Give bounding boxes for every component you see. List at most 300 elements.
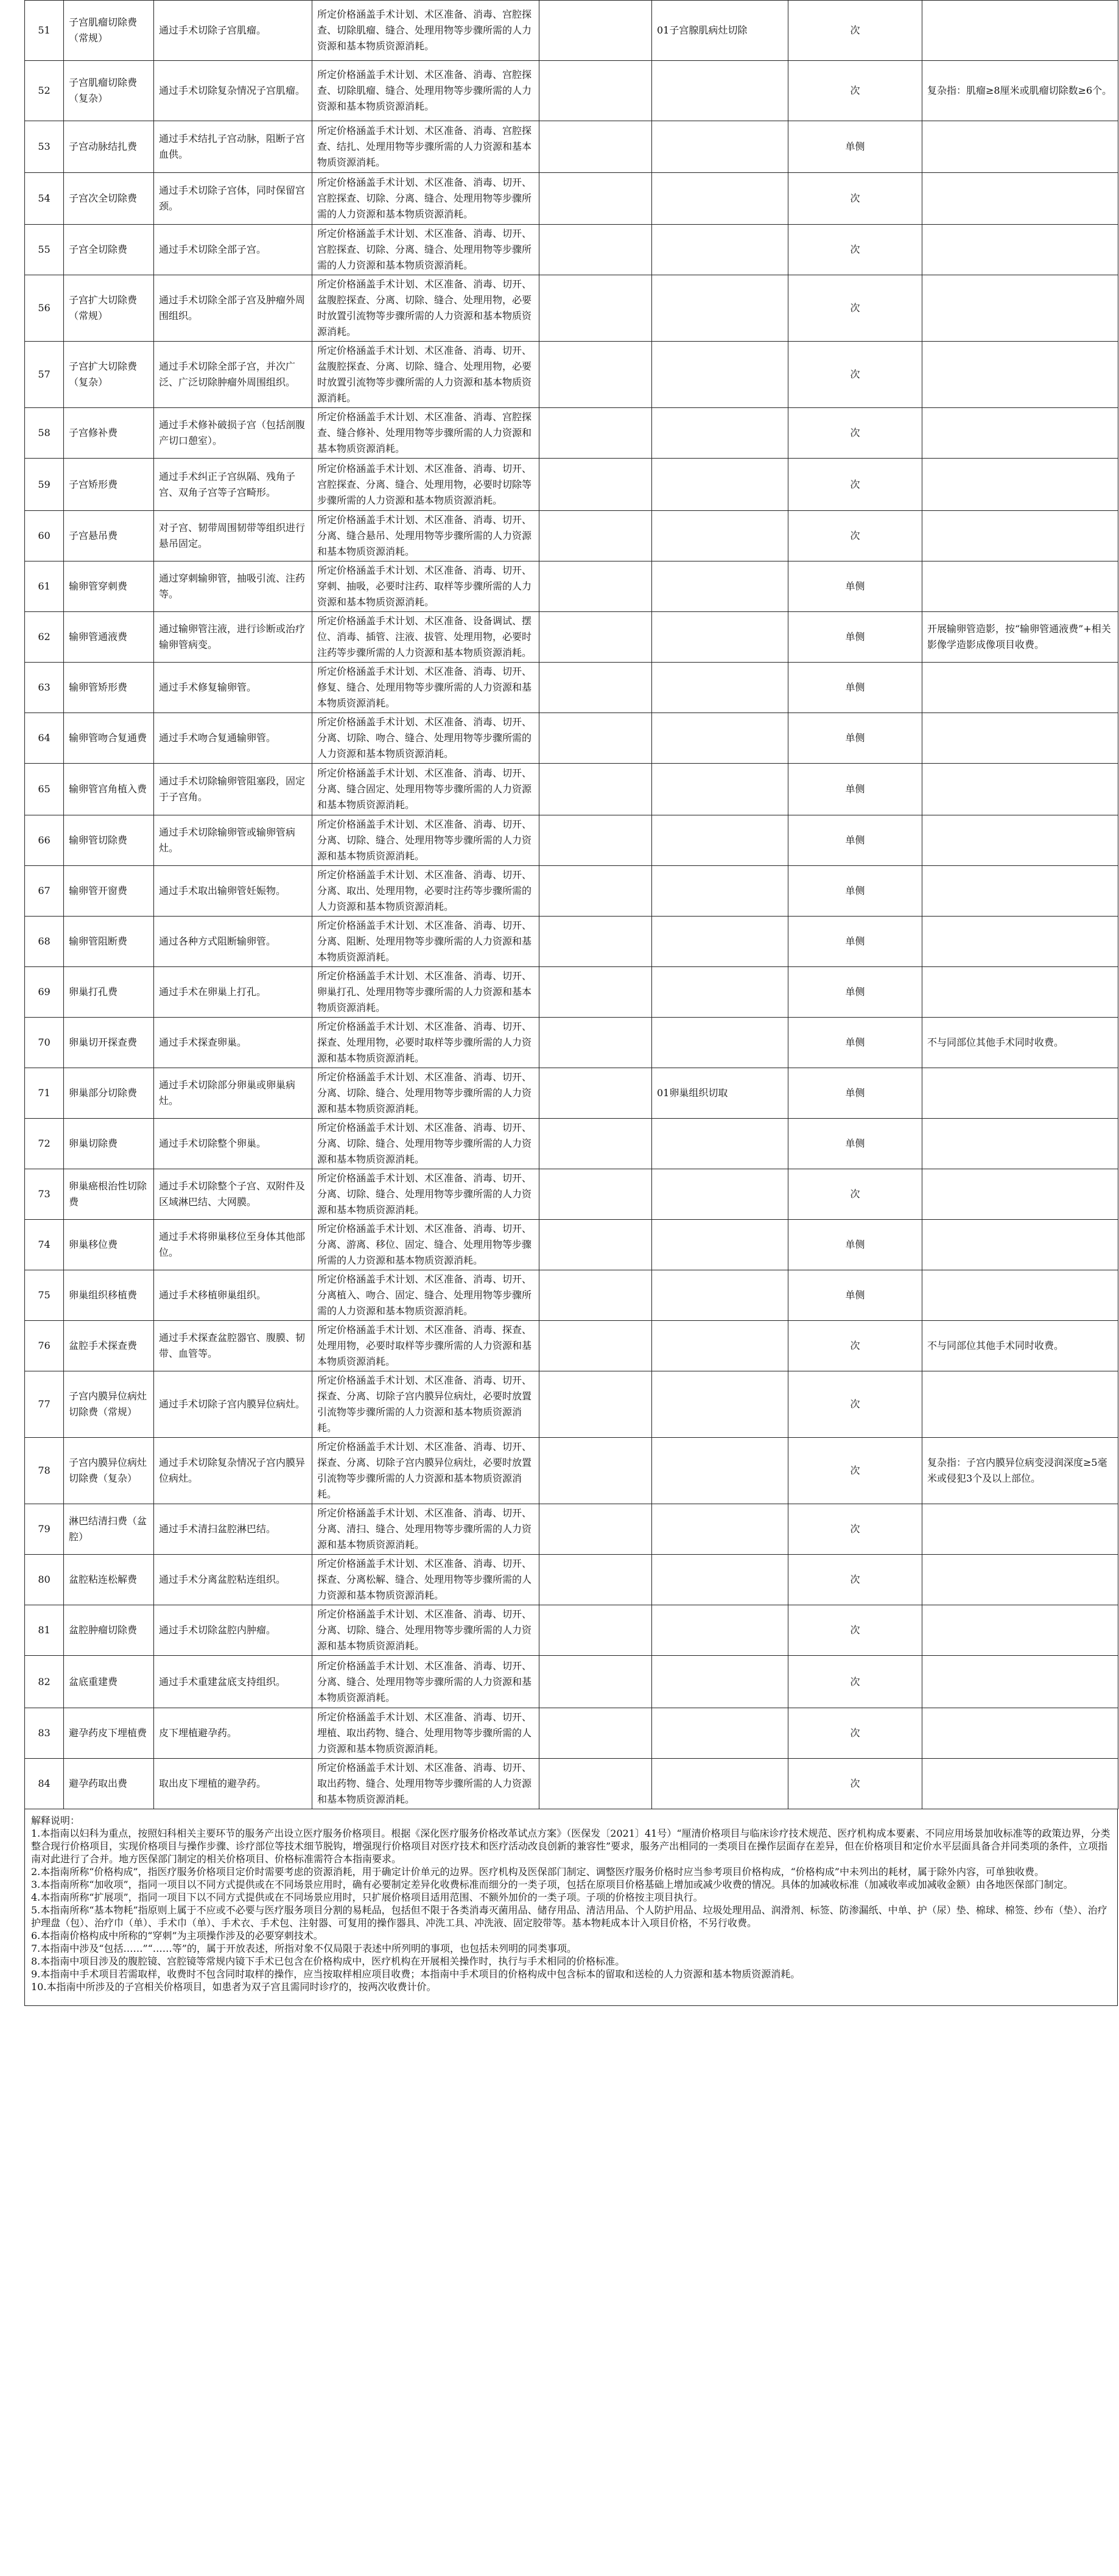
pricing-unit-cell: 次 — [788, 1555, 922, 1605]
service-content-cell: 通过手术切除子宫内膜异位病灶。 — [154, 1371, 312, 1438]
pricing-unit-cell: 单侧 — [788, 1119, 922, 1169]
item-name-cell: 子宫肌瘤切除费（常规） — [64, 1, 154, 61]
service-content-cell: 通过输卵管注液，进行诊断或治疗输卵管病变。 — [154, 612, 312, 663]
remark-cell — [922, 1068, 1118, 1119]
remark-cell — [922, 275, 1118, 342]
pricing-unit-cell: 单侧 — [788, 1270, 922, 1321]
item-number-cell: 78 — [25, 1438, 64, 1504]
remark-cell — [922, 1708, 1118, 1759]
remark-cell — [922, 1119, 1118, 1169]
item-name-cell: 输卵管宫角植入费 — [64, 764, 154, 815]
item-name-cell: 子宫次全切除费 — [64, 173, 154, 225]
remark-cell: 复杂指：子宫内膜异位病变浸润深度≥5毫米或侵犯3个及以上部位。 — [922, 1438, 1118, 1504]
extension-item-cell — [652, 408, 788, 459]
item-number-cell: 59 — [25, 459, 64, 511]
table-row — [25, 866, 1118, 917]
item-name-cell: 子宫扩大切除费（复杂） — [64, 342, 154, 408]
price-composition-cell: 所定价格涵盖手术计划、术区准备、消毒、切开、埋植、取出药物、缝合、处理用物等步骤所需的人力资源和基本物质资源消耗。 — [312, 1708, 539, 1759]
remark-cell — [922, 1169, 1118, 1220]
item-number-cell: 70 — [25, 1018, 64, 1068]
note-item: 1.本指南以妇科为重点，按照妇科相关主要环节的服务产出设立医疗服务价格项目。根据《深化医疗服务价格改革试点方案》（医保发〔2021〕41号）“厘清价格项目与临床诊疗技术规范、医疗机构成本要素、不同应用场景加收标准等的政策边界，分类整合现行价格项目，实现价格项目与操作步骤、诊疗部位等技术细节脱钩，增强现行价格项目对医疗技术和医疗活动改良创新的兼容性”要求，服务产出相同的一类项目在操作层面存在差异，但在价格项目和定价水平层面具备合并同类项的条件，立项指南对此进行了合并。地方医保部门制定的相关价格项目、价格标准需符合本指南要求。 — [31, 1828, 1110, 1865]
price-composition-cell: 所定价格涵盖手术计划、术区准备、消毒、切开、分离、切除、缝合、处理用物等步骤所需的人力资源和基本物质资源消耗。 — [312, 815, 539, 866]
service-content-cell: 通过手术切除全部子宫，并次广泛、广泛切除肿瘤外周围组织。 — [154, 342, 312, 408]
item-name-cell: 子宫动脉结扎费 — [64, 121, 154, 173]
remark-cell — [922, 917, 1118, 967]
table-row — [25, 1708, 1118, 1759]
extension-item-cell — [652, 1504, 788, 1555]
pricing-unit-cell: 单侧 — [788, 663, 922, 713]
note-item: 8.本指南中项目涉及的腹腔镜、宫腔镜等常规内镜下手术已包含在价格构成中，医疗机构在开展相关操作时，执行与手术相同的价格标准。 — [31, 1955, 625, 1967]
note-item: 5.本指南所称“基本物耗”指原则上属于不应或不必要与医疗服务项目分割的易耗品，包括但不限于各类消毒灭菌用品、储存用品、清洁用品、个人防护用品、垃圾处理用品、润滑剂、标签、防渗漏纸、中单、护（尿）垫、棉球、棉签、纱布（垫）、治疗护理盘（包）、治疗巾（单）、手术巾（单）、手术衣、手术包、注射器、可复用的操作器具、冲洗工具、冲洗液、固定胶带等。基本物耗成本计入项目价格，不另行收费。 — [31, 1904, 1107, 1929]
extension-item-cell — [652, 1169, 788, 1220]
extension-item-cell: 01卵巢组织切取 — [652, 1068, 788, 1119]
service-content-cell: 通过手术切除子宫体，同时保留宫颈。 — [154, 173, 312, 225]
pricing-unit-cell: 次 — [788, 511, 922, 561]
price-composition-cell: 所定价格涵盖手术计划、术区准备、消毒、切开、宫腔探查、切除、分离、缝合、处理用物等步骤所需的人力资源和基本物质资源消耗。 — [312, 173, 539, 225]
price-composition-cell: 所定价格涵盖手术计划、术区准备、消毒、切开、探查、分离、切除子宫内膜异位病灶，必要时放置引流物等步骤所需的人力资源和基本物质资源消耗。 — [312, 1438, 539, 1504]
notes-list — [31, 1827, 1111, 1993]
service-content-cell: 通过手术纠正子宫纵隔、残角子宫、双角子宫等子宫畸形。 — [154, 459, 312, 511]
item-number-cell: 69 — [25, 967, 64, 1018]
extension-item-cell — [652, 1371, 788, 1438]
table-body — [25, 1, 1118, 1809]
excluded-content-cell — [539, 408, 652, 459]
table-row — [25, 1555, 1118, 1605]
service-content-cell: 通过手术切除部分卵巢或卵巢病灶。 — [154, 1068, 312, 1119]
service-content-cell: 对子宫、韧带周围韧带等组织进行悬吊固定。 — [154, 511, 312, 561]
table-row — [25, 173, 1118, 225]
table-row — [25, 663, 1118, 713]
item-name-cell: 子宫矫形费 — [64, 459, 154, 511]
price-composition-cell: 所定价格涵盖手术计划、术区准备、消毒、切开、分离、游离、移位、固定、缝合、处理用物等步骤所需的人力资源和基本物质资源消耗。 — [312, 1220, 539, 1270]
item-number-cell: 83 — [25, 1708, 64, 1759]
service-content-cell: 通过手术将卵巢移位至身体其他部位。 — [154, 1220, 312, 1270]
service-content-cell: 皮下埋植避孕药。 — [154, 1708, 312, 1759]
item-number-cell: 63 — [25, 663, 64, 713]
remark-cell — [922, 764, 1118, 815]
price-composition-cell: 所定价格涵盖手术计划、术区准备、消毒、切开、分离、缝合、处理用物等步骤所需的人力资源和基本物质资源消耗。 — [312, 1656, 539, 1708]
service-content-cell: 通过手术结扎子宫动脉，阻断子宫血供。 — [154, 121, 312, 173]
price-composition-cell: 所定价格涵盖手术计划、术区准备、消毒、切开、探查、分离松解、缝合、处理用物等步骤所需的人力资源和基本物质资源消耗。 — [312, 1555, 539, 1605]
item-number-cell: 52 — [25, 61, 64, 121]
remark-cell — [922, 225, 1118, 275]
extension-item-cell — [652, 275, 788, 342]
remark-cell — [922, 1220, 1118, 1270]
price-composition-cell: 所定价格涵盖手术计划、术区准备、消毒、切开、分离、切除、缝合、处理用物等步骤所需的人力资源和基本物质资源消耗。 — [312, 1169, 539, 1220]
pricing-unit-cell: 单侧 — [788, 1220, 922, 1270]
service-content-cell: 通过手术切除整个卵巢。 — [154, 1119, 312, 1169]
pricing-unit-cell: 单侧 — [788, 612, 922, 663]
price-composition-cell: 所定价格涵盖手术计划、术区准备、消毒、切开、分离、取出、处理用物，必要时注药等步骤所需的人力资源和基本物质资源消耗。 — [312, 866, 539, 917]
price-composition-cell: 所定价格涵盖手术计划、术区准备、消毒、切开、宫腔探查、切除、分离、缝合、处理用物等步骤所需的人力资源和基本物质资源消耗。 — [312, 225, 539, 275]
pricing-unit-cell: 单侧 — [788, 1018, 922, 1068]
table-row — [25, 1371, 1118, 1438]
table-row — [25, 967, 1118, 1018]
table-row — [25, 612, 1118, 663]
excluded-content-cell — [539, 1169, 652, 1220]
table-row — [25, 121, 1118, 173]
note-item: 9.本指南中手术项目若需取样，收费时不包含同时取样的操作，应当按取样相应项目收费；本指南中手术项目的价格构成中包含标本的留取和送检的人力资源和基本物质资源消耗。 — [31, 1968, 801, 1980]
note-item: 7.本指南中涉及“包括……”“……等”的，属于开放表述，所指对象不仅局限于表述中所列明的事项，也包括未列明的同类事项。 — [31, 1943, 577, 1954]
table-row — [25, 1656, 1118, 1708]
item-number-cell: 73 — [25, 1169, 64, 1220]
service-content-cell: 通过手术取出输卵管妊娠物。 — [154, 866, 312, 917]
item-name-cell: 卵巢部分切除费 — [64, 1068, 154, 1119]
price-composition-cell: 所定价格涵盖手术计划、术区准备、消毒、切开、取出药物、缝合、处理用物等步骤所需的人力资源和基本物质资源消耗。 — [312, 1759, 539, 1809]
excluded-content-cell — [539, 1270, 652, 1321]
pricing-unit-cell: 次 — [788, 1656, 922, 1708]
item-number-cell: 61 — [25, 561, 64, 612]
extension-item-cell — [652, 1321, 788, 1371]
item-name-cell: 卵巢移位费 — [64, 1220, 154, 1270]
extension-item-cell: 01子宫腺肌病灶切除 — [652, 1, 788, 61]
note-item: 2.本指南所称“价格构成”，指医疗服务价格项目定价时需要考虑的资源消耗，用于确定计价单元的边界。医疗机构及医保部门制定、调整医疗服务价格时应当参考项目价格构成，“价格构成”中未列出的耗材，属于除外内容，可单独收费。 — [31, 1866, 1044, 1877]
service-content-cell: 通过各种方式阻断输卵管。 — [154, 917, 312, 967]
note-item: 10.本指南中所涉及的子宫相关价格项目，如患者为双子宫且需同时诊疗的，按两次收费计价。 — [31, 1981, 437, 1993]
remark-cell — [922, 1555, 1118, 1605]
item-name-cell: 子宫扩大切除费（常规） — [64, 275, 154, 342]
pricing-unit-cell: 单侧 — [788, 967, 922, 1018]
price-composition-cell: 所定价格涵盖手术计划、术区准备、消毒、切开、穿刺、抽吸，必要时注药、取样等步骤所需的人力资源和基本物质资源消耗。 — [312, 561, 539, 612]
excluded-content-cell — [539, 917, 652, 967]
remark-cell — [922, 1605, 1118, 1656]
item-number-cell: 66 — [25, 815, 64, 866]
extension-item-cell — [652, 1555, 788, 1605]
table-row — [25, 1, 1118, 61]
item-name-cell: 子宫肌瘤切除费（复杂） — [64, 61, 154, 121]
pricing-unit-cell: 次 — [788, 1504, 922, 1555]
item-number-cell: 71 — [25, 1068, 64, 1119]
extension-item-cell — [652, 342, 788, 408]
table-row — [25, 1270, 1118, 1321]
table-row — [25, 1018, 1118, 1068]
item-name-cell: 输卵管矫形费 — [64, 663, 154, 713]
pricing-unit-cell: 单侧 — [788, 866, 922, 917]
pricing-unit-cell: 次 — [788, 173, 922, 225]
price-composition-cell: 所定价格涵盖手术计划、术区准备、消毒、切开、分离、切除、缝合、处理用物等步骤所需的人力资源和基本物质资源消耗。 — [312, 1119, 539, 1169]
price-composition-cell: 所定价格涵盖手术计划、术区准备、消毒、切开、分离、切除、缝合、处理用物等步骤所需的人力资源和基本物质资源消耗。 — [312, 1068, 539, 1119]
item-number-cell: 57 — [25, 342, 64, 408]
item-name-cell: 输卵管阻断费 — [64, 917, 154, 967]
extension-item-cell — [652, 459, 788, 511]
item-number-cell: 65 — [25, 764, 64, 815]
excluded-content-cell — [539, 1438, 652, 1504]
remark-cell — [922, 459, 1118, 511]
item-name-cell: 卵巢癌根治性切除费 — [64, 1169, 154, 1220]
item-name-cell: 卵巢切开探查费 — [64, 1018, 154, 1068]
pricing-unit-cell: 次 — [788, 1759, 922, 1809]
excluded-content-cell — [539, 173, 652, 225]
remark-cell — [922, 561, 1118, 612]
excluded-content-cell — [539, 61, 652, 121]
note-item: 3.本指南所称“加收项”，指同一项目以不同方式提供或在不同场景应用时，确有必要制定差异化收费标准而细分的一类子项，包括在原项目价格基础上增加或减少收费的情况。具体的加减收标准（加减收率或加减收金额）由各地医保部门制定。 — [31, 1879, 1073, 1890]
pricing-unit-cell: 单侧 — [788, 917, 922, 967]
item-name-cell: 盆腔手术探查费 — [64, 1321, 154, 1371]
extension-item-cell — [652, 1119, 788, 1169]
service-content-cell: 通过手术移植卵巢组织。 — [154, 1270, 312, 1321]
table-row — [25, 1438, 1118, 1504]
price-composition-cell: 所定价格涵盖手术计划、术区准备、消毒、切开、分离、缝合悬吊、处理用物等步骤所需的人力资源和基本物质资源消耗。 — [312, 511, 539, 561]
extension-item-cell — [652, 511, 788, 561]
item-number-cell: 84 — [25, 1759, 64, 1809]
extension-item-cell — [652, 713, 788, 764]
price-composition-cell: 所定价格涵盖手术计划、术区准备、消毒、切开、探查、处理用物，必要时取样等步骤所需的人力资源和基本物质资源消耗。 — [312, 1018, 539, 1068]
price-composition-cell: 所定价格涵盖手术计划、术区准备、消毒、切开、分离、清扫、缝合、处理用物等步骤所需的人力资源和基本物质资源消耗。 — [312, 1504, 539, 1555]
excluded-content-cell — [539, 1371, 652, 1438]
excluded-content-cell — [539, 815, 652, 866]
item-name-cell: 子宫内膜异位病灶切除费（复杂） — [64, 1438, 154, 1504]
item-number-cell: 60 — [25, 511, 64, 561]
pricing-unit-cell: 单侧 — [788, 121, 922, 173]
remark-cell — [922, 1371, 1118, 1438]
item-name-cell: 盆底重建费 — [64, 1656, 154, 1708]
table-row — [25, 1220, 1118, 1270]
excluded-content-cell — [539, 764, 652, 815]
excluded-content-cell — [539, 612, 652, 663]
item-number-cell: 72 — [25, 1119, 64, 1169]
remark-cell — [922, 1, 1118, 61]
pricing-unit-cell: 单侧 — [788, 561, 922, 612]
pricing-unit-cell: 次 — [788, 1, 922, 61]
pricing-unit-cell: 单侧 — [788, 1068, 922, 1119]
table-row — [25, 1119, 1118, 1169]
price-composition-cell: 所定价格涵盖手术计划、术区准备、消毒、宫腔探查、切除肌瘤、缝合、处理用物等步骤所需的人力资源和基本物质资源消耗。 — [312, 1, 539, 61]
extension-item-cell — [652, 225, 788, 275]
remark-cell — [922, 663, 1118, 713]
extension-item-cell — [652, 612, 788, 663]
item-name-cell: 子宫修补费 — [64, 408, 154, 459]
item-number-cell: 80 — [25, 1555, 64, 1605]
extension-item-cell — [652, 663, 788, 713]
pricing-unit-cell: 次 — [788, 1708, 922, 1759]
pricing-unit-cell: 次 — [788, 1169, 922, 1220]
service-content-cell: 通过穿刺输卵管，抽吸引流、注药等。 — [154, 561, 312, 612]
table-row — [25, 917, 1118, 967]
price-composition-cell: 所定价格涵盖手术计划、术区准备、消毒、切开、分离、切除、吻合、缝合、处理用物等步骤所需的人力资源和基本物质资源消耗。 — [312, 713, 539, 764]
remark-cell — [922, 342, 1118, 408]
item-name-cell: 输卵管吻合复通费 — [64, 713, 154, 764]
item-number-cell: 62 — [25, 612, 64, 663]
extension-item-cell — [652, 764, 788, 815]
document-page — [24, 0, 1118, 2006]
item-name-cell: 子宫悬吊费 — [64, 511, 154, 561]
item-name-cell: 卵巢组织移植费 — [64, 1270, 154, 1321]
service-content-cell: 通过手术修补破损子宫（包括剖腹产切口憩室）。 — [154, 408, 312, 459]
extension-item-cell — [652, 1605, 788, 1656]
price-composition-cell: 所定价格涵盖手术计划、术区准备、设备调试、摆位、消毒、插管、注液、拔管、处理用物，必要时注药等步骤所需的人力资源和基本物质资源消耗。 — [312, 612, 539, 663]
service-content-cell: 通过手术修复输卵管。 — [154, 663, 312, 713]
table-row — [25, 1068, 1118, 1119]
item-number-cell: 58 — [25, 408, 64, 459]
remark-cell — [922, 866, 1118, 917]
item-name-cell: 卵巢切除费 — [64, 1119, 154, 1169]
item-name-cell: 输卵管通液费 — [64, 612, 154, 663]
extension-item-cell — [652, 121, 788, 173]
table-row — [25, 1321, 1118, 1371]
table-row — [25, 511, 1118, 561]
pricing-unit-cell: 单侧 — [788, 764, 922, 815]
item-name-cell: 输卵管切除费 — [64, 815, 154, 866]
remark-cell: 不与同部位其他手术同时收费。 — [922, 1321, 1118, 1371]
item-name-cell: 输卵管开窗费 — [64, 866, 154, 917]
item-number-cell: 82 — [25, 1656, 64, 1708]
pricing-unit-cell: 次 — [788, 1438, 922, 1504]
item-number-cell: 51 — [25, 1, 64, 61]
remark-cell — [922, 1504, 1118, 1555]
pricing-unit-cell: 单侧 — [788, 815, 922, 866]
item-number-cell: 76 — [25, 1321, 64, 1371]
excluded-content-cell — [539, 1759, 652, 1809]
price-composition-cell: 所定价格涵盖手术计划、术区准备、消毒、宫腔探查、缝合修补、处理用物等步骤所需的人力资源和基本物质资源消耗。 — [312, 408, 539, 459]
excluded-content-cell — [539, 1068, 652, 1119]
extension-item-cell — [652, 1656, 788, 1708]
excluded-content-cell — [539, 1220, 652, 1270]
remark-cell — [922, 173, 1118, 225]
pricing-unit-cell: 次 — [788, 408, 922, 459]
item-name-cell: 子宫全切除费 — [64, 225, 154, 275]
service-content-cell: 通过手术在卵巢上打孔。 — [154, 967, 312, 1018]
price-composition-cell: 所定价格涵盖手术计划、术区准备、消毒、宫腔探查、结扎、处理用物等步骤所需的人力资源和基本物质资源消耗。 — [312, 121, 539, 173]
item-number-cell: 53 — [25, 121, 64, 173]
extension-item-cell — [652, 1438, 788, 1504]
pricing-unit-cell: 次 — [788, 61, 922, 121]
table-row — [25, 1605, 1118, 1656]
extension-item-cell — [652, 561, 788, 612]
item-number-cell: 81 — [25, 1605, 64, 1656]
service-content-cell: 通过手术清扫盆腔淋巴结。 — [154, 1504, 312, 1555]
pricing-unit-cell: 单侧 — [788, 713, 922, 764]
table-row — [25, 61, 1118, 121]
remark-cell: 不与同部位其他手术同时收费。 — [922, 1018, 1118, 1068]
service-content-cell: 通过手术切除整个子宫、双附件及区域淋巴结、大网膜。 — [154, 1169, 312, 1220]
price-composition-cell: 所定价格涵盖手术计划、术区准备、消毒、切开、分离、阻断、处理用物等步骤所需的人力资源和基本物质资源消耗。 — [312, 917, 539, 967]
excluded-content-cell — [539, 1504, 652, 1555]
remark-cell — [922, 121, 1118, 173]
table-row — [25, 561, 1118, 612]
extension-item-cell — [652, 1018, 788, 1068]
remark-cell — [922, 815, 1118, 866]
pricing-unit-cell: 次 — [788, 1605, 922, 1656]
item-number-cell: 54 — [25, 173, 64, 225]
note-item: 6.本指南价格构成中所称的“穿刺”为主项操作涉及的必要穿刺技术。 — [31, 1930, 323, 1941]
remark-cell: 复杂指：肌瘤≥8厘米或肌瘤切除数≥6个。 — [922, 61, 1118, 121]
extension-item-cell — [652, 1708, 788, 1759]
item-number-cell: 77 — [25, 1371, 64, 1438]
extension-item-cell — [652, 967, 788, 1018]
explanatory-notes — [24, 1809, 1118, 2006]
excluded-content-cell — [539, 459, 652, 511]
pricing-unit-cell: 次 — [788, 275, 922, 342]
item-number-cell: 79 — [25, 1504, 64, 1555]
table-row — [25, 1504, 1118, 1555]
excluded-content-cell — [539, 1708, 652, 1759]
item-number-cell: 74 — [25, 1220, 64, 1270]
price-item-table — [24, 0, 1118, 1809]
item-name-cell: 卵巢打孔费 — [64, 967, 154, 1018]
pricing-unit-cell: 次 — [788, 225, 922, 275]
table-row — [25, 1759, 1118, 1809]
service-content-cell: 通过手术切除全部子宫。 — [154, 225, 312, 275]
remark-cell — [922, 1270, 1118, 1321]
extension-item-cell — [652, 1270, 788, 1321]
item-number-cell: 68 — [25, 917, 64, 967]
service-content-cell: 通过手术切除复杂情况子宫肌瘤。 — [154, 61, 312, 121]
excluded-content-cell — [539, 561, 652, 612]
table-row — [25, 342, 1118, 408]
item-name-cell: 避孕药皮下埋植费 — [64, 1708, 154, 1759]
excluded-content-cell — [539, 663, 652, 713]
table-row — [25, 1169, 1118, 1220]
service-content-cell: 通过手术切除输卵管阻塞段，固定于子宫角。 — [154, 764, 312, 815]
price-composition-cell: 所定价格涵盖手术计划、术区准备、消毒、切开、盆腹腔探查、分离、切除、缝合、处理用物，必要时放置引流物等步骤所需的人力资源和基本物质资源消耗。 — [312, 342, 539, 408]
item-number-cell: 56 — [25, 275, 64, 342]
extension-item-cell — [652, 866, 788, 917]
extension-item-cell — [652, 815, 788, 866]
item-name-cell: 淋巴结清扫费（盆腔） — [64, 1504, 154, 1555]
excluded-content-cell — [539, 121, 652, 173]
item-name-cell: 子宫内膜异位病灶切除费（常规） — [64, 1371, 154, 1438]
excluded-content-cell — [539, 1605, 652, 1656]
excluded-content-cell — [539, 1656, 652, 1708]
excluded-content-cell — [539, 1018, 652, 1068]
service-content-cell: 通过手术探查盆腔器官、腹膜、韧带、血管等。 — [154, 1321, 312, 1371]
price-composition-cell: 所定价格涵盖手术计划、术区准备、消毒、切开、分离、切除、缝合、处理用物等步骤所需的人力资源和基本物质资源消耗。 — [312, 1605, 539, 1656]
excluded-content-cell — [539, 1119, 652, 1169]
excluded-content-cell — [539, 342, 652, 408]
pricing-unit-cell: 次 — [788, 1321, 922, 1371]
item-number-cell: 67 — [25, 866, 64, 917]
excluded-content-cell — [539, 713, 652, 764]
service-content-cell: 通过手术切除子宫肌瘤。 — [154, 1, 312, 61]
excluded-content-cell — [539, 967, 652, 1018]
remark-cell — [922, 713, 1118, 764]
item-name-cell: 盆腔肿瘤切除费 — [64, 1605, 154, 1656]
price-composition-cell: 所定价格涵盖手术计划、术区准备、消毒、切开、分离、缝合固定、处理用物等步骤所需的人力资源和基本物质资源消耗。 — [312, 764, 539, 815]
price-composition-cell: 所定价格涵盖手术计划、术区准备、消毒、切开、卵巢打孔、处理用物等步骤所需的人力资源和基本物质资源消耗。 — [312, 967, 539, 1018]
excluded-content-cell — [539, 866, 652, 917]
excluded-content-cell — [539, 225, 652, 275]
remark-cell — [922, 1656, 1118, 1708]
notes-heading: 解释说明： — [31, 1815, 80, 1826]
excluded-content-cell — [539, 275, 652, 342]
table-row — [25, 713, 1118, 764]
extension-item-cell — [652, 1759, 788, 1809]
excluded-content-cell — [539, 1321, 652, 1371]
service-content-cell: 通过手术切除盆腔内肿瘤。 — [154, 1605, 312, 1656]
remark-cell: 开展输卵管造影，按“输卵管通液费”+相关影像学造影成像项目收费。 — [922, 612, 1118, 663]
service-content-cell: 通过手术吻合复通输卵管。 — [154, 713, 312, 764]
remark-cell — [922, 1759, 1118, 1809]
table-row — [25, 225, 1118, 275]
note-item: 4.本指南所称“扩展项”，指同一项目下以不同方式提供或在不同场景应用时，只扩展价格项目适用范围、不额外加价的一类子项。子项的价格按主项目执行。 — [31, 1892, 703, 1903]
item-name-cell: 盆腔粘连松解费 — [64, 1555, 154, 1605]
pricing-unit-cell: 次 — [788, 459, 922, 511]
service-content-cell: 通过手术切除复杂情况子宫内膜异位病灶。 — [154, 1438, 312, 1504]
excluded-content-cell — [539, 511, 652, 561]
table-row — [25, 459, 1118, 511]
item-number-cell: 55 — [25, 225, 64, 275]
price-composition-cell: 所定价格涵盖手术计划、术区准备、消毒、切开、探查、分离、切除子宫内膜异位病灶，必要时放置引流物等步骤所需的人力资源和基本物质资源消耗。 — [312, 1371, 539, 1438]
table-row — [25, 764, 1118, 815]
service-content-cell: 通过手术切除输卵管或输卵管病灶。 — [154, 815, 312, 866]
excluded-content-cell — [539, 1555, 652, 1605]
price-composition-cell: 所定价格涵盖手术计划、术区准备、消毒、切开、盆腹腔探查、分离、切除、缝合、处理用物，必要时放置引流物等步骤所需的人力资源和基本物质资源消耗。 — [312, 275, 539, 342]
service-content-cell: 取出皮下埋植的避孕药。 — [154, 1759, 312, 1809]
price-composition-cell: 所定价格涵盖手术计划、术区准备、消毒、切开、宫腔探查、分离、缝合、处理用物，必要时切除等步骤所需的人力资源和基本物质资源消耗。 — [312, 459, 539, 511]
item-name-cell: 避孕药取出费 — [64, 1759, 154, 1809]
table-row — [25, 815, 1118, 866]
extension-item-cell — [652, 1220, 788, 1270]
